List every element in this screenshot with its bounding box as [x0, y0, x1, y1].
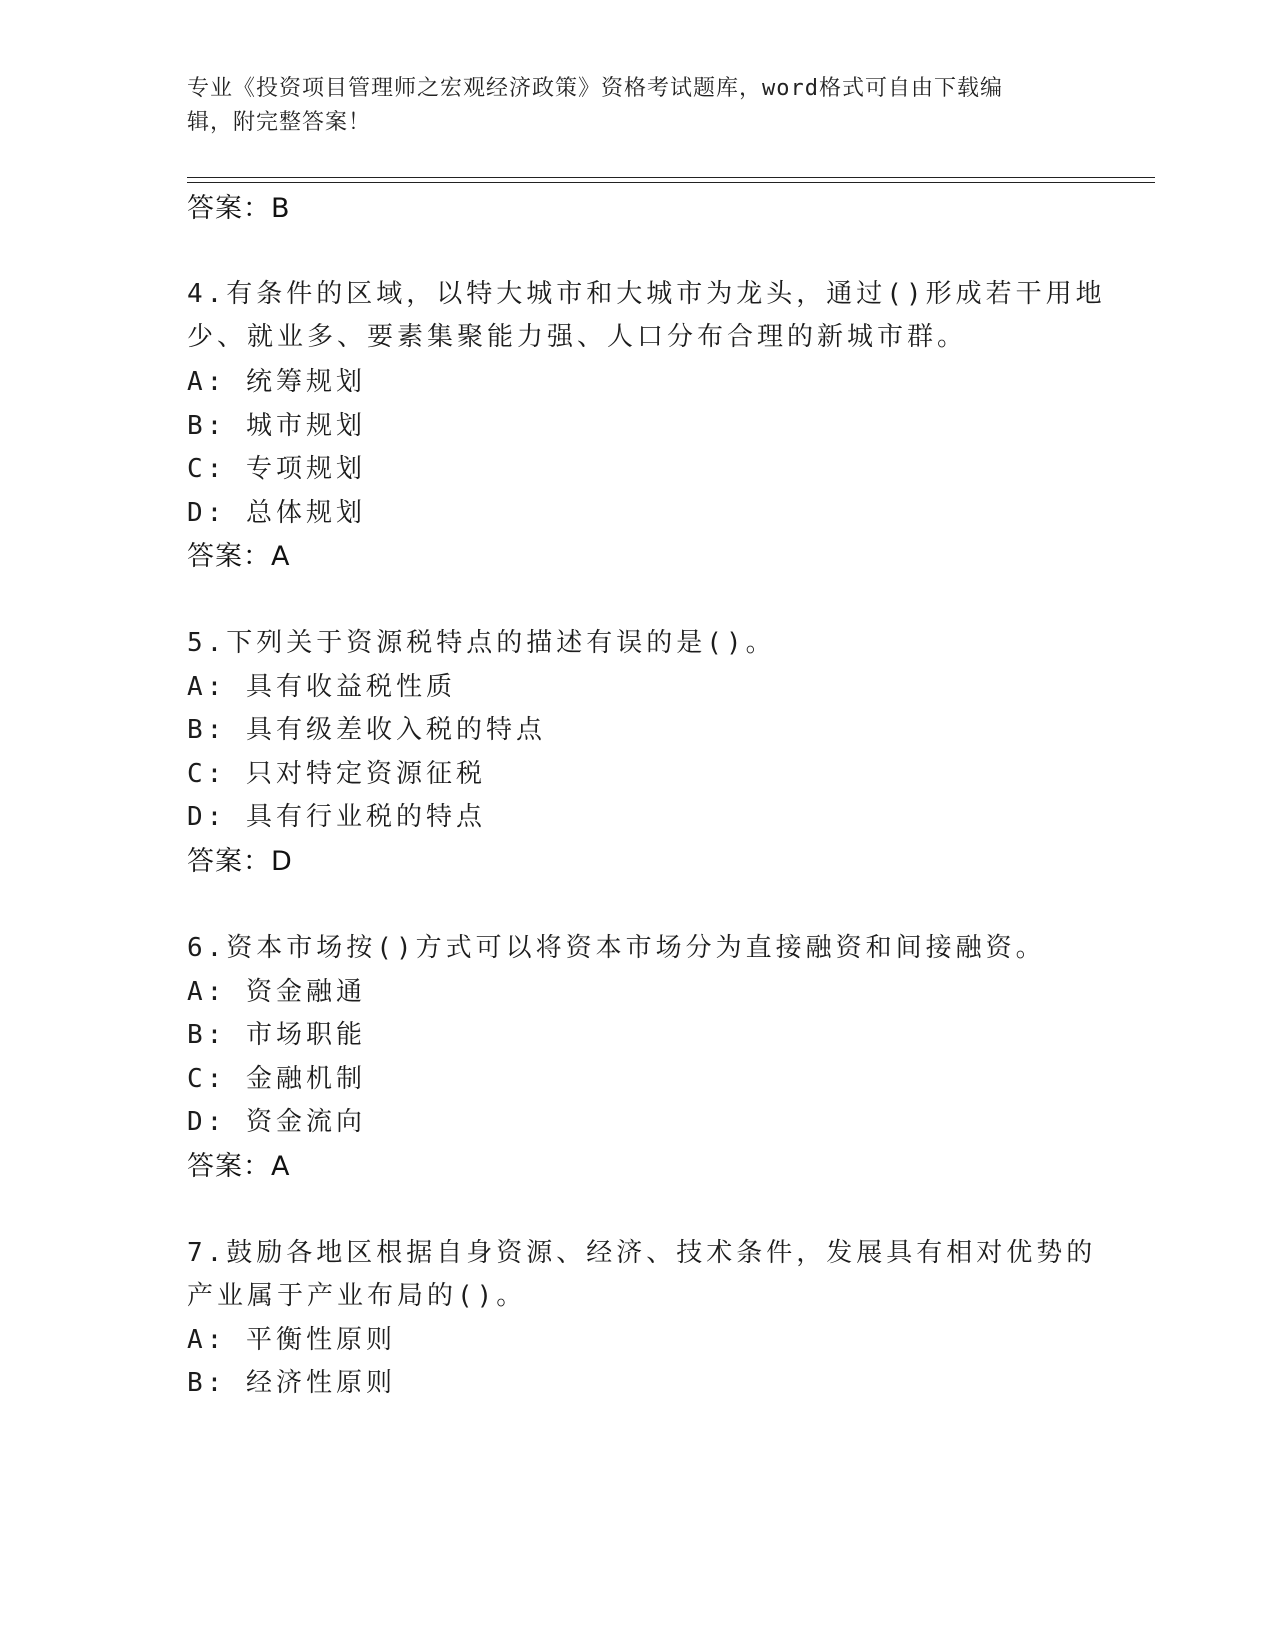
header-line-2: 辑，附完整答案！ [187, 110, 372, 135]
question-4-answer: 答案：A [187, 541, 291, 572]
question-7-option-b: B: 经济性原则 [187, 1368, 396, 1398]
question-7-option-a: A: 平衡性原则 [187, 1325, 396, 1355]
question-5-option-b: B: 具有级差收入税的特点 [187, 715, 546, 745]
header-rule-top [187, 177, 1155, 178]
question-6-option-d: D: 资金流向 [187, 1107, 366, 1137]
question-6-stem-line-1: 6.资本市场按()方式可以将资本市场分为直接融资和间接融资。 [187, 933, 1046, 963]
question-5-stem-line-1: 5.下列关于资源税特点的描述有误的是()。 [187, 628, 776, 658]
header-line-1: 专业《投资项目管理师之宏观经济政策》资格考试题库，word格式可自由下载编 [187, 76, 1003, 101]
question-6-answer: 答案：A [187, 1151, 291, 1182]
question-6-option-c: C: 金融机制 [187, 1064, 366, 1094]
document-header [187, 72, 1087, 140]
question-7-stem-line-2: 产业属于产业布局的()。 [187, 1281, 527, 1311]
previous-answer: 答案：B [187, 193, 291, 224]
question-4-option-a: A: 统筹规划 [187, 367, 366, 397]
question-5-option-d: D: 具有行业税的特点 [187, 802, 486, 832]
question-4-option-b: B: 城市规划 [187, 411, 366, 441]
question-4-stem-line-1: 4.有条件的区域，以特大城市和大城市为龙头，通过()形成若干用地 [187, 279, 1106, 309]
header-rule-bottom [187, 182, 1155, 183]
question-6-option-b: B: 市场职能 [187, 1020, 366, 1050]
question-6-option-a: A: 资金融通 [187, 977, 366, 1007]
question-5-option-c: C: 只对特定资源征税 [187, 759, 486, 789]
question-5-option-a: A: 具有收益税性质 [187, 672, 456, 702]
question-4-option-d: D: 总体规划 [187, 498, 366, 528]
question-4-stem-line-2: 少、就业多、要素集聚能力强、人口分布合理的新城市群。 [187, 322, 968, 352]
question-5-answer: 答案：D [187, 846, 293, 877]
question-7-stem-line-1: 7.鼓励各地区根据自身资源、经济、技术条件，发展具有相对优势的 [187, 1238, 1097, 1268]
question-4-option-c: C: 专项规划 [187, 454, 366, 484]
